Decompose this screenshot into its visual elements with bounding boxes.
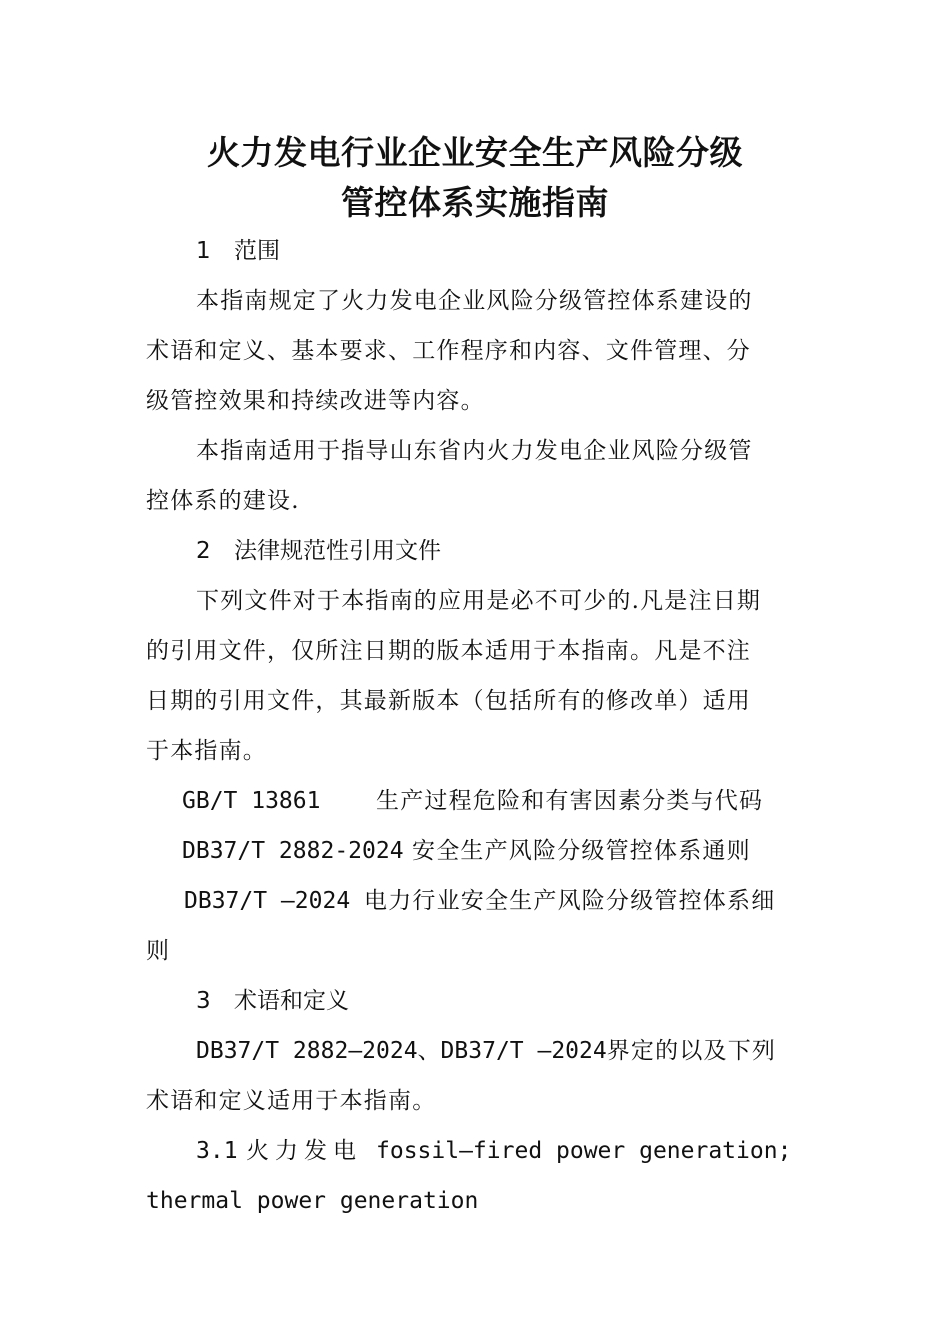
paragraph-line: 日期的引用文件，其最新版本（包括所有的修改单）适用	[146, 688, 751, 714]
section-number: 3	[196, 988, 211, 1014]
section-number: 2	[196, 538, 211, 564]
section-3-heading	[196, 986, 349, 1016]
paragraph-text: 界定的以及下列	[606, 1038, 777, 1064]
paragraph-line: 本指南规定了火力发电企业风险分级管控体系建设的	[196, 288, 753, 314]
term-entry	[196, 1136, 791, 1166]
paragraph-line: 则	[146, 938, 171, 964]
reference-title: 生产过程危险和有害因素分类与代码	[376, 788, 764, 814]
reference-code: DB37/T 2882-2024	[182, 838, 404, 864]
paragraph-line: 于本指南。	[146, 738, 267, 764]
paragraph-line: 术语和定义适用于本指南。	[146, 1088, 437, 1114]
reference-code: DB37/T —2024	[184, 888, 351, 914]
reference-entry	[184, 886, 775, 916]
term-english: fossil—fired power generation;	[376, 1138, 792, 1164]
reference-title: 电力行业安全生产风险分级管控体系细	[364, 888, 776, 914]
paragraph-line: 本指南适用于指导山东省内火力发电企业风险分级管	[196, 438, 753, 464]
paragraph-line: 的引用文件，仅所注日期的版本适用于本指南。凡是不注	[146, 638, 751, 664]
term-number: 3.1	[196, 1138, 238, 1164]
reference-title: 安全生产风险分级管控体系通则	[412, 838, 751, 864]
reference-entry	[182, 786, 763, 816]
section-1-heading	[196, 236, 280, 266]
section-title: 法律规范性引用文件	[234, 538, 441, 564]
section-number: 1	[196, 238, 211, 264]
paragraph-line: 下列文件对于本指南的应用是必不可少的.凡是注日期	[196, 588, 762, 614]
paragraph-line: 控体系的建设.	[146, 488, 300, 514]
document-title-line-2: 管控体系实施指南	[341, 183, 609, 222]
paragraph-line: 级管控效果和持续改进等内容。	[146, 388, 485, 414]
section-title: 范围	[234, 238, 280, 264]
reference-entry	[182, 836, 751, 866]
paragraph-line: 术语和定义、基本要求、工作程序和内容、文件管理、分	[146, 338, 751, 364]
term-english-continued: thermal power generation	[146, 1188, 479, 1214]
paragraph-line	[196, 1036, 776, 1066]
document-title-line-1: 火力发电行业企业安全生产风险分级	[207, 133, 743, 172]
section-2-heading	[196, 536, 441, 566]
term-chinese: 火力发电	[246, 1138, 362, 1164]
reference-code: GB/T 13861	[182, 788, 321, 814]
standard-codes: DB37/T 2882—2024、DB37/T —2024	[196, 1038, 607, 1064]
section-title: 术语和定义	[234, 988, 349, 1014]
